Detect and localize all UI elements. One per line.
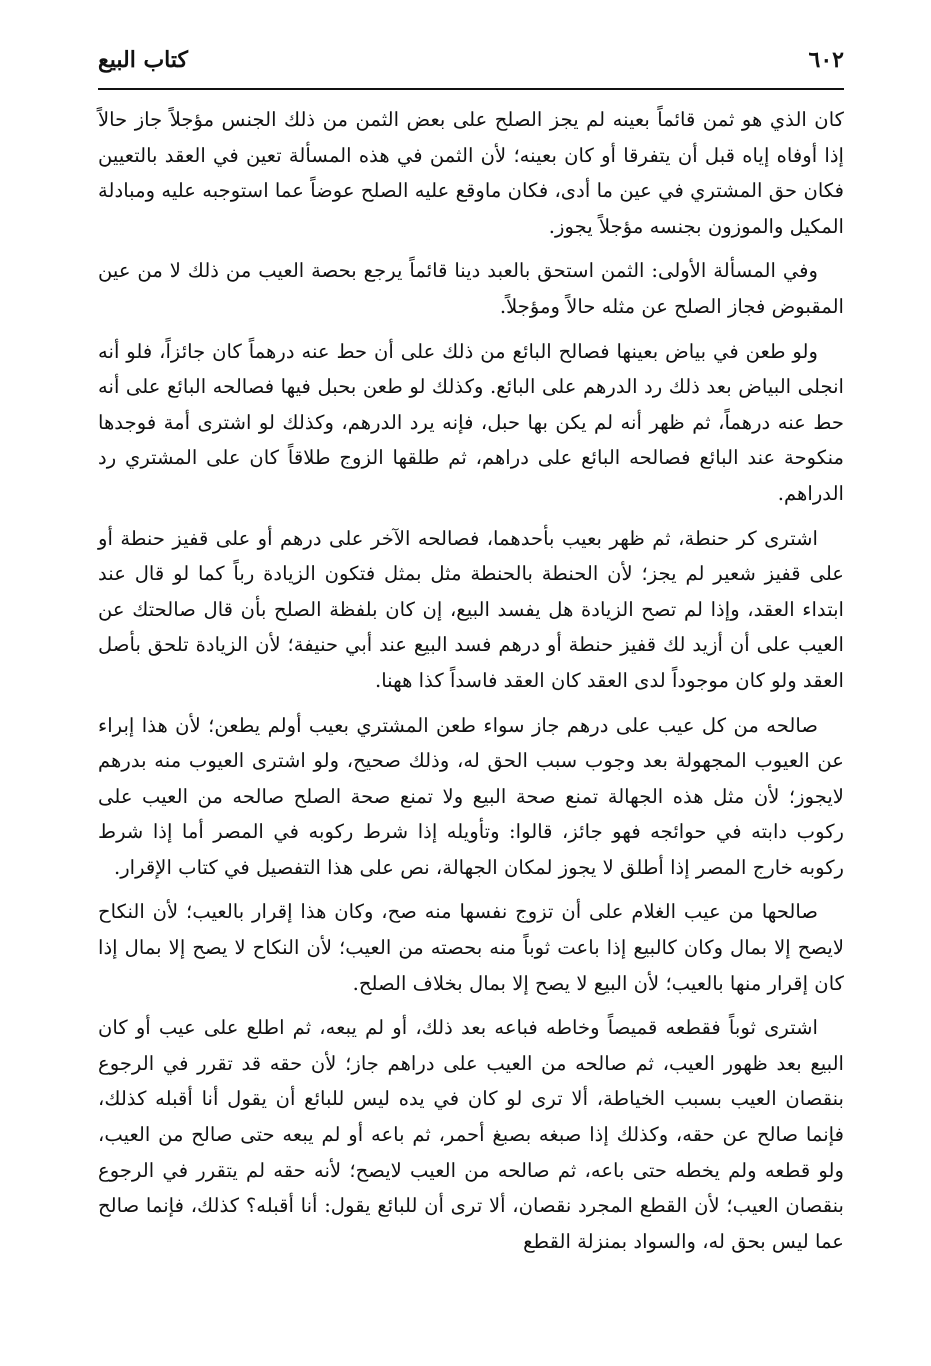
paragraph: وفي المسألة الأولى: الثمن استحق بالعبد دينا قائماً يرجع بحصة العيب من ذلك لا من عين المقبوض فجاز الصلح عن مثله حالاً ومؤجلاً. <box>98 259 844 318</box>
paragraph: اشترى ثوباً فقطعه قميصاً وخاطه فباعه بعد ذلك، أو لم يبعه، ثم اطلع على عيب أو كان البيع بعد ظهور العيب، ثم صالحه من العيب على دراهم جاز؛ لأن حقه قد تقرر في الرجوع بنقصان العيب بسبب الخياطة، ألا ترى لو كان في يده ليس للبائع أن يقول أنا أقبله كذلك، فإنما صالح عن حقه، وكذلك إذا صبغه بصبغ أحمر، ثم باعه أو لم يبعه حتى صالح من العيب، ولو قطعه ولم يخطه حتى باعه، ثم صالحه من العيب لايصح؛ لأنه حقه لم يتقرر في الرجوع بنقصان العيب؛ لأن القطع المجرد نقصان، ألا ترى أن للبائع يقول: أنا أقبله؟ كذلك، فإنما صالح عما ليس بحق له، والسواد بمنزلة القطع <box>98 1016 844 1253</box>
paragraph: اشترى كر حنطة، ثم ظهر بعيب بأحدهما، فصالحه الآخر على درهم أو على قفيز حنطة أو على قفيز شعير لم يجز؛ لأن الحنطة بالحنطة مثل بمثل فتكون الزيادة رباً كما لو قال عند ابتداء العقد، وإذا لم تصح الزيادة هل يفسد البيع، إن كان بلفظة الصلح بأن قال صالحتك عن العيب على أن أزيد لك قفيز حنطة أو درهم فسد البيع عند أبي حنيفة؛ لأن الزيادة تلحق بأصل العقد ولو كان موجوداً لدى العقد كان العقد فاسداً كذا ههنا. <box>98 526 844 692</box>
paragraph: صالحه من كل عيب على درهم جاز سواء طعن المشتري بعيب أولم يطعن؛ لأن هذا إبراء عن العيوب المجهولة بعد وجوب سبب الحق له، وذلك صحيح، ولو اشترى العيوب منه بدرهم لايجوز؛ لأن مثل هذه الجهالة تمنع صحة البيع ولا تمنع صحة الصلح صالحه من العيب على ركوب دابته في حوائجه فهو جائز، قالوا: وتأويله إذا شرط ركوبه في المصر أما إذا شرط ركوبه خارج المصر إذا أطلق لا يجوز لمكان الجهالة، نص على هذا التفصيل في كتاب الإقرار. <box>98 713 844 879</box>
header-rule <box>98 88 844 90</box>
paragraph: كان الذي هو ثمن قائماً بعينه لم يجز الصلح على بعض الثمن من ذلك الجنس مؤجلاً جاز حالاً إذا أوفاه إياه قبل أن يتفرقا أو كان بعينه؛ لأن الثمن في هذه المسألة تعين في العقد بالتعيين فكان حق المشتري في عين ما أدى، فكان ماوقع عليه الصلح عوضاً عما استوجبه عليه ومبادلة المكيل والموزون بجنسه مؤجلاً يجوز. <box>98 108 844 238</box>
paragraph: صالحها من عيب الغلام على أن تزوج نفسها منه صح، وكان هذا إقرار بالعيب؛ لأن النكاح لايصح إلا بمال وكان كالبيع إذا باعت ثوباً منه بحصته من العيب؛ لأن النكاح لا يصح إلا بمال إذا كان إقرار منها بالعيب؛ لأن البيع لا يصح إلا بمال بخلاف الصلح. <box>98 900 844 995</box>
running-title: كتاب البيع <box>98 47 188 73</box>
page-number: ٦٠٢ <box>808 47 844 73</box>
body-text <box>98 102 844 1268</box>
page-header <box>98 42 844 82</box>
document-page <box>98 42 844 1342</box>
paragraph: ولو طعن في بياض بعينها فصالح البائع من ذلك على أن حط عنه درهماً كان جائزاً، فلو أنه انجلى البياض بعد ذلك رد الدرهم على البائع. وكذلك لو طعن بحبل فيها فصالحه البائع على أنه حط عنه درهماً، ثم ظهر أنه لم يكن بها حبل، فإنه يرد الدرهم، وكذلك لو اشترى أمة فوجدها منكوحة عند البائع فصالحه البائع على دراهم، ثم طلقها الزوج طلاقاً كان على المشتري رد الدراهم. <box>98 339 844 505</box>
